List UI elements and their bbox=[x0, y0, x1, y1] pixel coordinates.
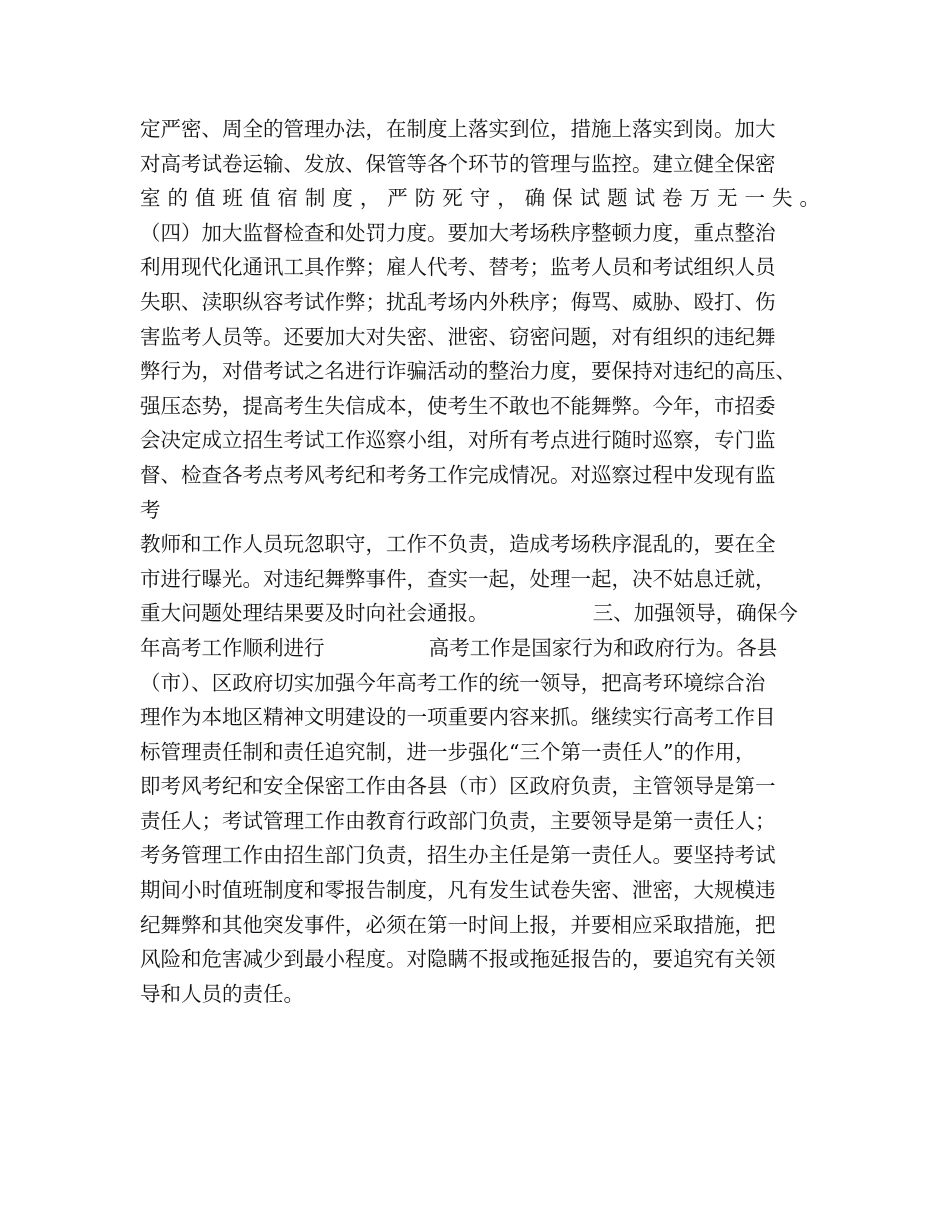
text-line: 理作为本地区精神文明建设的一项重要内容来抓。继续实行高考工作目 bbox=[140, 705, 776, 730]
text-line: 强压态势，提高考生失信成本，使考生不敢也不能舞弊。今年，市招委 bbox=[140, 393, 776, 418]
text-line: 年高考工作顺利进行 高考工作是国家行为和政府行为。各县 bbox=[140, 635, 778, 660]
text-line: 督、检查各考点考风考纪和考务工作完成情况。对巡察过程中发现有监 bbox=[140, 462, 776, 487]
text-line: 标管理责任制和责任追究制，进一步强化“三个第一责任人”的作用， bbox=[140, 739, 756, 764]
text-line: 对高考试卷运输、发放、保管等各个环节的管理与监控。建立健全保密 bbox=[140, 151, 776, 176]
text-line: 即考风考纪和安全保密工作由各县（市）区政府负责，主管领导是第一 bbox=[140, 774, 776, 799]
text-line: （市）、区政府切实加强今年高考工作的统一领导，把高考环境综合治 bbox=[140, 670, 766, 695]
text-line: 责任人；考试管理工作由教育行政部门负责，主要领导是第一责任人； bbox=[140, 808, 776, 833]
text-line: 考务管理工作由招生部门负责，招生办主任是第一责任人。要坚持考试 bbox=[140, 843, 776, 868]
text-line: 考 bbox=[140, 497, 161, 522]
text-line: 重大问题处理结果要及时向社会通报。 三、加强领导，确保今 bbox=[140, 601, 798, 626]
text-line: 教师和工作人员玩忽职守，工作不负责，造成考场秩序混乱的，要在全 bbox=[140, 532, 776, 557]
text-line: 市进行曝光。对违纪舞弊事件，查实一起，处理一起，决不姑息迁就， bbox=[140, 566, 776, 591]
text-line: 纪舞弊和其他突发事件，必须在第一时间上报，并要相应采取措施，把 bbox=[140, 912, 776, 937]
text-line: 害监考人员等。还要加大对失密、泄密、窃密问题，对有组织的违纪舞 bbox=[140, 324, 776, 349]
text-line: 室的值班值宿制度，严防死守，确保试题试卷万无一失。 bbox=[140, 186, 820, 211]
text-line: 定严密、周全的管理办法，在制度上落实到位，措施上落实到岗。加大 bbox=[140, 117, 776, 141]
text-line: （四）加大监督检查和处罚力度。要加大考场秩序整顿力度，重点整治 bbox=[140, 220, 776, 245]
document-body bbox=[140, 112, 820, 1011]
text-line: 风险和危害减少到最小程度。对隐瞒不报或拖延报告的，要追究有关领 bbox=[140, 947, 776, 972]
text-line: 导和人员的责任。 bbox=[140, 981, 304, 1006]
text-line: 会决定成立招生考试工作巡察小组，对所有考点进行随时巡察，专门监 bbox=[140, 428, 776, 453]
text-line: 利用现代化通讯工具作弊；雇人代考、替考；监考人员和考试组织人员 bbox=[140, 255, 776, 280]
text-line: 期间小时值班制度和零报告制度，凡有发生试卷失密、泄密，大规模违 bbox=[140, 878, 776, 903]
text-line: 弊行为，对借考试之名进行诈骗活动的整治力度，要保持对违纪的高压、 bbox=[140, 359, 796, 384]
text-line: 失职、渎职纵容考试作弊；扰乱考场内外秩序；侮骂、威胁、殴打、伤 bbox=[140, 289, 776, 314]
